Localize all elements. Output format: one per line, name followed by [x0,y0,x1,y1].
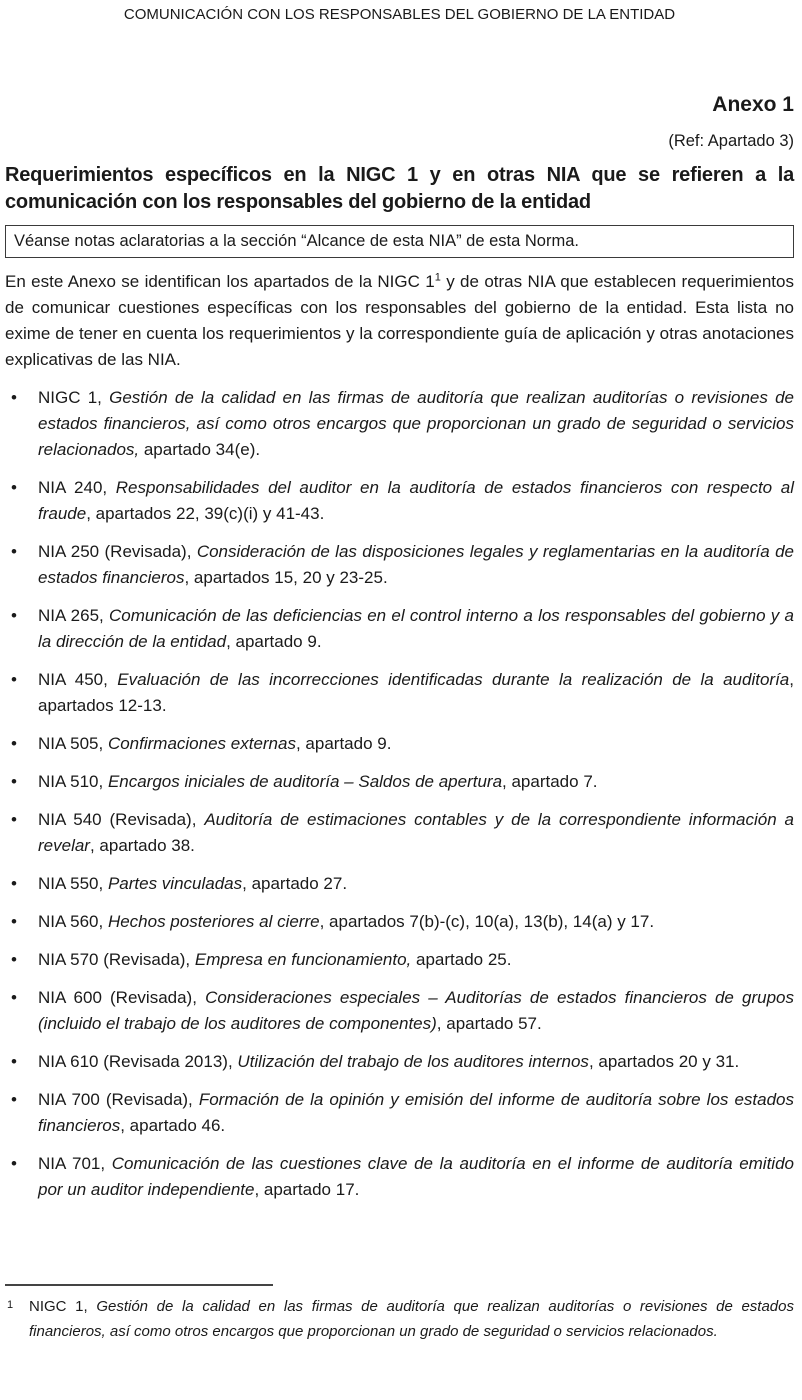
standard-ref: NIA 505, [38,734,108,753]
standard-ref: NIA 510, [38,772,108,791]
list-item [5,385,794,463]
list-item [5,1087,794,1139]
standard-paragraphs: , apartado 27. [242,874,348,893]
list-item [5,947,794,973]
footnote-ref: NIGC 1, [29,1298,97,1315]
list-item [5,985,794,1037]
standard-ref: NIA 560, [38,912,108,931]
annex-label: Anexo 1 [712,93,794,116]
standard-ref: NIA 610 (Revisada 2013), [38,1052,238,1071]
standard-title: Comunicación de las cuestiones clave de la auditoría en el informe de auditoría emitido por un auditor independiente [38,1154,794,1199]
list-item [5,731,794,757]
note-box: Véanse notas aclaratorias a la sección “Alcance de esta NIA” de esta Norma. [5,225,794,258]
list-item [5,1151,794,1203]
intro-paragraph [5,269,794,373]
standard-title: Encargos iniciales de auditoría – Saldos de apertura [107,772,503,791]
list-item [5,807,794,859]
standard-title: Formación de la opinión y emisión del informe de auditoría sobre los estados financieros [38,1090,794,1135]
intro-text-after-footnote: y de otras NIA que establecen requerimientos de comunicar cuestiones específicas con los responsables del gobierno de la entidad. Esta lista no exime de tener en cuenta los requerimientos y la correspondiente guía de aplicación y otras anotaciones explicativas de las NIA. [5,272,794,369]
list-item [5,769,794,795]
standard-title: Evaluación de las incorrecciones identificadas durante la realización de la auditoría [117,670,790,689]
list-item [5,871,794,897]
standard-title: Comunicación de las deficiencias en el control interno a los responsables del gobierno y a la dirección de la entidad [38,606,794,651]
standard-title: Responsabilidades del auditor en la auditoría de estados financieros con respecto al fraude [38,478,794,523]
footnote-separator-line [5,1284,273,1286]
standard-paragraphs: , apartado 7. [502,772,598,791]
running-header: COMUNICACIÓN CON LOS RESPONSABLES DEL GOBIERNO DE LA ENTIDAD [123,6,676,23]
standard-title: Utilización del trabajo de los auditores internos [237,1052,589,1071]
standard-title: Consideración de las disposiciones legales y reglamentarias en la auditoría de estados financieros [38,542,794,587]
standard-paragraphs: , apartados 7(b)-(c), 10(a), 13(b), 14(a) y 17. [319,912,655,931]
standard-ref: NIGC 1, [38,388,110,407]
standard-paragraphs: , apartado 17. [254,1180,360,1199]
page-title: Requerimientos específicos en la NIGC 1 y en otras NIA que se refieren a la comunicación con los responsables del gobierno de la entidad [5,164,794,213]
standard-paragraphs: , apartados 12-13. [38,670,794,715]
standard-title: Auditoría de estimaciones contables y de la correspondiente información a revelar [38,810,794,855]
list-item [5,539,794,591]
standard-ref: NIA 450, [38,670,118,689]
standard-paragraphs: apartado 25. [411,950,512,969]
list-item [5,667,794,719]
footnote-marker: 1 [7,1299,14,1311]
standard-title: Empresa en funcionamiento, [194,950,412,969]
footnote-reference-superscript: 1 [434,271,441,284]
standard-ref: NIA 701, [38,1154,112,1173]
standard-paragraphs: , apartado 9. [295,734,392,753]
footnote [5,1295,794,1344]
standard-ref: NIA 540 (Revisada), [38,810,205,829]
standard-paragraphs: apartado 34(e). [139,440,261,459]
intro-text-before-footnote: En este Anexo se identifican los apartados de la NIGC 1 [5,272,435,291]
standard-ref: NIA 550, [38,874,108,893]
list-item [5,475,794,527]
standard-title: Hechos posteriores al cierre [107,912,320,931]
footnote-section [5,1284,794,1344]
standard-paragraphs: , apartado 57. [436,1014,542,1033]
list-item [5,603,794,655]
standard-title: Consideraciones especiales – Auditorías de estados financieros de grupos (incluido el trabajo de los auditores de componentes) [38,988,794,1033]
standard-ref: NIA 600 (Revisada), [38,988,206,1007]
standard-ref: NIA 240, [38,478,116,497]
standard-ref: NIA 250 (Revisada), [38,542,197,561]
standard-paragraphs: , apartado 38. [89,836,195,855]
reference-label: (Ref: Apartado 3) [668,132,794,150]
standard-paragraphs: , apartados 22, 39(c)(i) y 41-43. [86,504,325,523]
standard-ref: NIA 265, [38,606,109,625]
standard-paragraphs: , apartado 9. [226,632,322,651]
footnote-title: Gestión de la calidad en las firmas de auditoría que realizan auditorías o revisiones de estados financieros, así como otros encargos que proporcionan un grado de seguridad o servicios relacionados. [29,1298,794,1340]
standard-title: Partes vinculadas [107,874,243,893]
standard-title: Gestión de la calidad en las firmas de auditoría que realizan auditorías o revisiones de estados financieros, así como otros encargos que proporcionan un grado de seguridad o servicios relacionados, [38,388,794,459]
standard-ref: NIA 700 (Revisada), [38,1090,199,1109]
standard-paragraphs: , apartados 15, 20 y 23-25. [184,568,388,587]
standards-bullet-list [5,385,794,1203]
standard-title: Confirmaciones externas [107,734,296,753]
list-item [5,1049,794,1075]
list-item [5,909,794,935]
standard-paragraphs: , apartado 46. [120,1116,226,1135]
standard-paragraphs: , apartados 20 y 31. [588,1052,740,1071]
standard-ref: NIA 570 (Revisada), [38,950,195,969]
